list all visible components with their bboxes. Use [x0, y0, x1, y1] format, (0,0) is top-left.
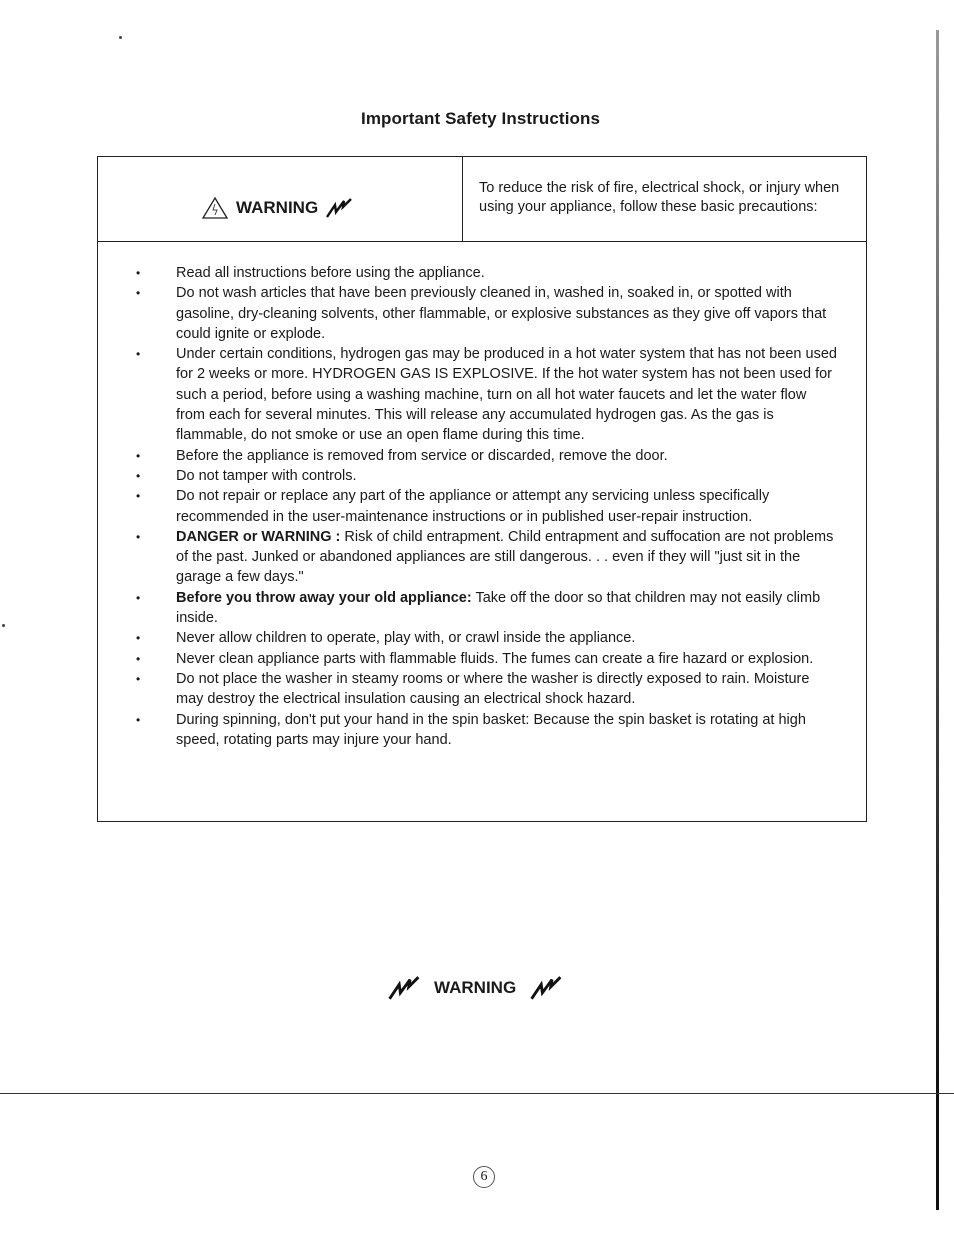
- list-item: • Never allow children to operate, play with, or crawl inside the appliance.: [98, 628, 838, 648]
- scan-speck: [2, 624, 5, 627]
- scan-edge: [936, 30, 939, 1210]
- list-item: • Do not repair or replace any part of the appliance or attempt any servicing unless specifically recommended in the user-maintenance instructions or in published user-repair instruction.: [98, 486, 838, 527]
- list-item: • Do not tamper with controls.: [98, 466, 838, 486]
- list-item: • During spinning, don't put your hand in the spin basket: Because the spin basket is rotating at high speed, rotating parts may injure your hand.: [98, 710, 838, 751]
- header-rule: [98, 241, 866, 242]
- list-item: • Before you throw away your old appliance: Take off the door so that children may not easily climb inside.: [98, 588, 838, 629]
- list-item: • Do not wash articles that have been previously cleaned in, washed in, soaked in, or spotted with gasoline, dry-cleaning solvents, other flammable, or explosive substances as they give off vapors that could ignite or explode.: [98, 283, 838, 344]
- list-item: • Before the appliance is removed from service or discarded, remove the door.: [98, 446, 838, 466]
- precautions-list: [98, 263, 838, 750]
- lightning-bolt-icon: [326, 198, 352, 218]
- scan-speck: [119, 36, 122, 39]
- list-item: • Under certain conditions, hydrogen gas may be produced in a hot water system that has not been used for 2 weeks or more. HYDROGEN GAS IS EXPLOSIVE. If the hot water system has not been used for such a period, before using a washing machine, turn on all hot water faucets and let the water flow from each for several minutes. This will release any accumulated hydrogen gas. As the gas is flammable, do not smoke or use an open flame during this time.: [98, 344, 838, 445]
- footer-rule: [0, 1093, 954, 1094]
- lightning-bolt-icon: [528, 976, 564, 1000]
- lightning-bolt-icon: [386, 976, 422, 1000]
- header-divider: [462, 157, 463, 241]
- page-number: 6: [473, 1166, 495, 1188]
- bottom-warning: [386, 976, 564, 1000]
- bottom-warning-label: WARNING: [434, 978, 517, 997]
- list-item: • Never clean appliance parts with flammable fluids. The fumes can create a fire hazard or explosion.: [98, 649, 838, 669]
- warning-intro: To reduce the risk of fire, electrical shock, or injury when using your appliance, follow these basic precautions:: [479, 180, 840, 215]
- warning-header: [202, 197, 352, 219]
- list-item: • Do not place the washer in steamy rooms or where the washer is directly exposed to rain. Moisture may destroy the electrical insulation causing an electrical shock hazard.: [98, 669, 838, 710]
- list-item: • DANGER or WARNING : Risk of child entrapment. Child entrapment and suffocation are not problems of the past. Junked or abandoned appliances are still dangerous. . . even if they will "just sit in the garage a few days.": [98, 527, 838, 588]
- safety-instructions-box: [97, 156, 867, 822]
- list-item: • Read all instructions before using the appliance.: [98, 263, 838, 283]
- warning-heading: WARNING: [236, 198, 319, 217]
- page-title: Important Safety Instructions: [361, 109, 601, 128]
- warning-triangle-icon: [202, 197, 228, 219]
